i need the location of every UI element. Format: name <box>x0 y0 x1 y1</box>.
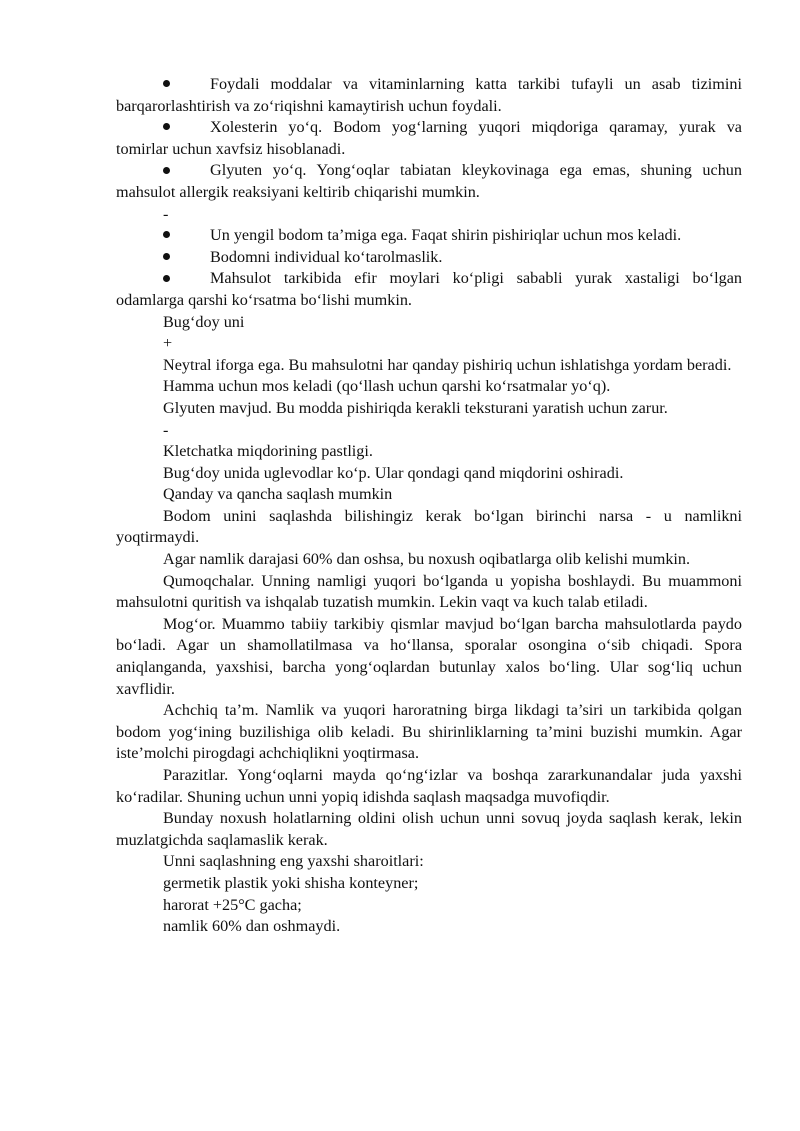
list-item: harorat +25°C gacha; <box>163 895 302 914</box>
paragraph: Bodom unini saqlashda bilishingiz kerak bo‘lgan birinchi narsa - u namlikni yoqtirmaydi. <box>116 506 742 547</box>
conditions-heading: Unni saqlashning eng yaxshi sharoitlari: <box>163 852 424 871</box>
bullet-icon <box>163 225 210 247</box>
bullet-item: Un yengil bodom ta’miga ega. Faqat shirin pishiriqlar uchun mos keladi. <box>116 225 742 247</box>
paragraph: Kletchatka miqdorining pastligi. <box>163 442 373 461</box>
paragraph: Parazitlar. Yong‘oqlarni mayda qo‘ng‘izlar va boshqa zararkunandalar juda yaxshi ko‘radilar. Shuning uchun unni yopiq idishda saqlash maqsadga muvofiqdir. <box>116 766 742 806</box>
bullet-icon <box>163 74 210 96</box>
paragraph: Qumoqchalar. Unning namligi yuqori bo‘lganda u yopisha boshlaydi. Bu muammoni mahsulotni quritish va ishqalab tuzatish mumkin. Lekin vaqt va kuch talab etiladi. <box>116 571 742 612</box>
bullet-icon <box>163 117 210 139</box>
wheat-heading: Bug‘doy uni <box>163 312 245 331</box>
paragraph: Bunday noxush holatlarning oldini olish uchun unni sovuq joyda saqlash kerak, lekin muzlatgichda saqlamaslik kerak. <box>116 809 742 849</box>
bullet-item: Foydali moddalar va vitaminlarning katta tarkibi tufayli un asab tizimini barqarorlashtirish va zo‘riqishni kamaytirish uchun foydali. <box>116 75 742 115</box>
paragraph: Mog‘or. Muammo tabiiy tarkibiy qismlar mavjud bo‘lgan barcha mahsulotlarda paydo bo‘ladi. Agar un shamollatilmasa va ho‘llansa, sporalar osongina o‘sib chiqadi. Spora aniqlanganda, yaxshisi, barcha yong‘oqlardan butunlay xalos bo‘ling. Ular sog‘liq uchun xavflidir. <box>116 614 742 698</box>
document-page <box>116 74 742 938</box>
paragraph: Agar namlik darajasi 60% dan oshsa, bu noxush oqibatlarga olib kelishi mumkin. <box>163 550 691 569</box>
bullet-item: Mahsulot tarkibida efir moylari ko‘pligi sababli yurak xastaligi bo‘lgan odamlarga qarshi ko‘rsatma bo‘lishi mumkin. <box>116 269 742 309</box>
bullet-item: Bodomni individual ko‘tarolmaslik. <box>116 247 742 269</box>
bullet-item: Glyuten yo‘q. Yong‘oqlar tabiatan kleykovinaga ega emas, shuning uchun mahsulot allergik reaksiyani keltirib chiqarishi mumkin. <box>116 161 742 201</box>
paragraph: Hamma uchun mos keladi (qo‘llash uchun qarshi ko‘rsatmalar yo‘q). <box>163 377 611 396</box>
storage-heading: Qanday va qancha saqlash mumkin <box>163 485 393 504</box>
paragraph: Achchiq ta’m. Namlik va yuqori haroratning birga likdagi ta’siri un tarkibida qolgan bodom yog‘ining buzilishiga olib keladi. Bu shirinliklarning ta’mini buzishi mumkin. Agar iste’molchi pirogdagi achchiqlikni yoqtirmasa. <box>116 701 742 763</box>
minus-mark: - <box>163 204 169 223</box>
bullet-icon <box>163 160 210 182</box>
bullet-item: Xolesterin yo‘q. Bodom yog‘larning yuqori miqdoriga qaramay, yurak va tomirlar uchun xavfsiz hisoblanadi. <box>116 118 742 158</box>
minus-mark: - <box>163 420 169 439</box>
bullet-icon <box>163 268 210 290</box>
paragraph: Neytral iforga ega. Bu mahsulotni har qanday pishiriq uchun ishlatishga yordam beradi. <box>163 355 732 374</box>
plus-mark: + <box>163 334 173 353</box>
bullet-icon <box>163 247 210 269</box>
paragraph: Glyuten mavjud. Bu modda pishiriqda kerakli teksturani yaratish uchun zarur. <box>163 398 668 417</box>
list-item: namlik 60% dan oshmaydi. <box>163 917 341 936</box>
list-item: germetik plastik yoki shisha konteyner; <box>163 873 419 892</box>
paragraph: Bug‘doy unida uglevodlar ko‘p. Ular qondagi qand miqdorini oshiradi. <box>163 463 624 482</box>
